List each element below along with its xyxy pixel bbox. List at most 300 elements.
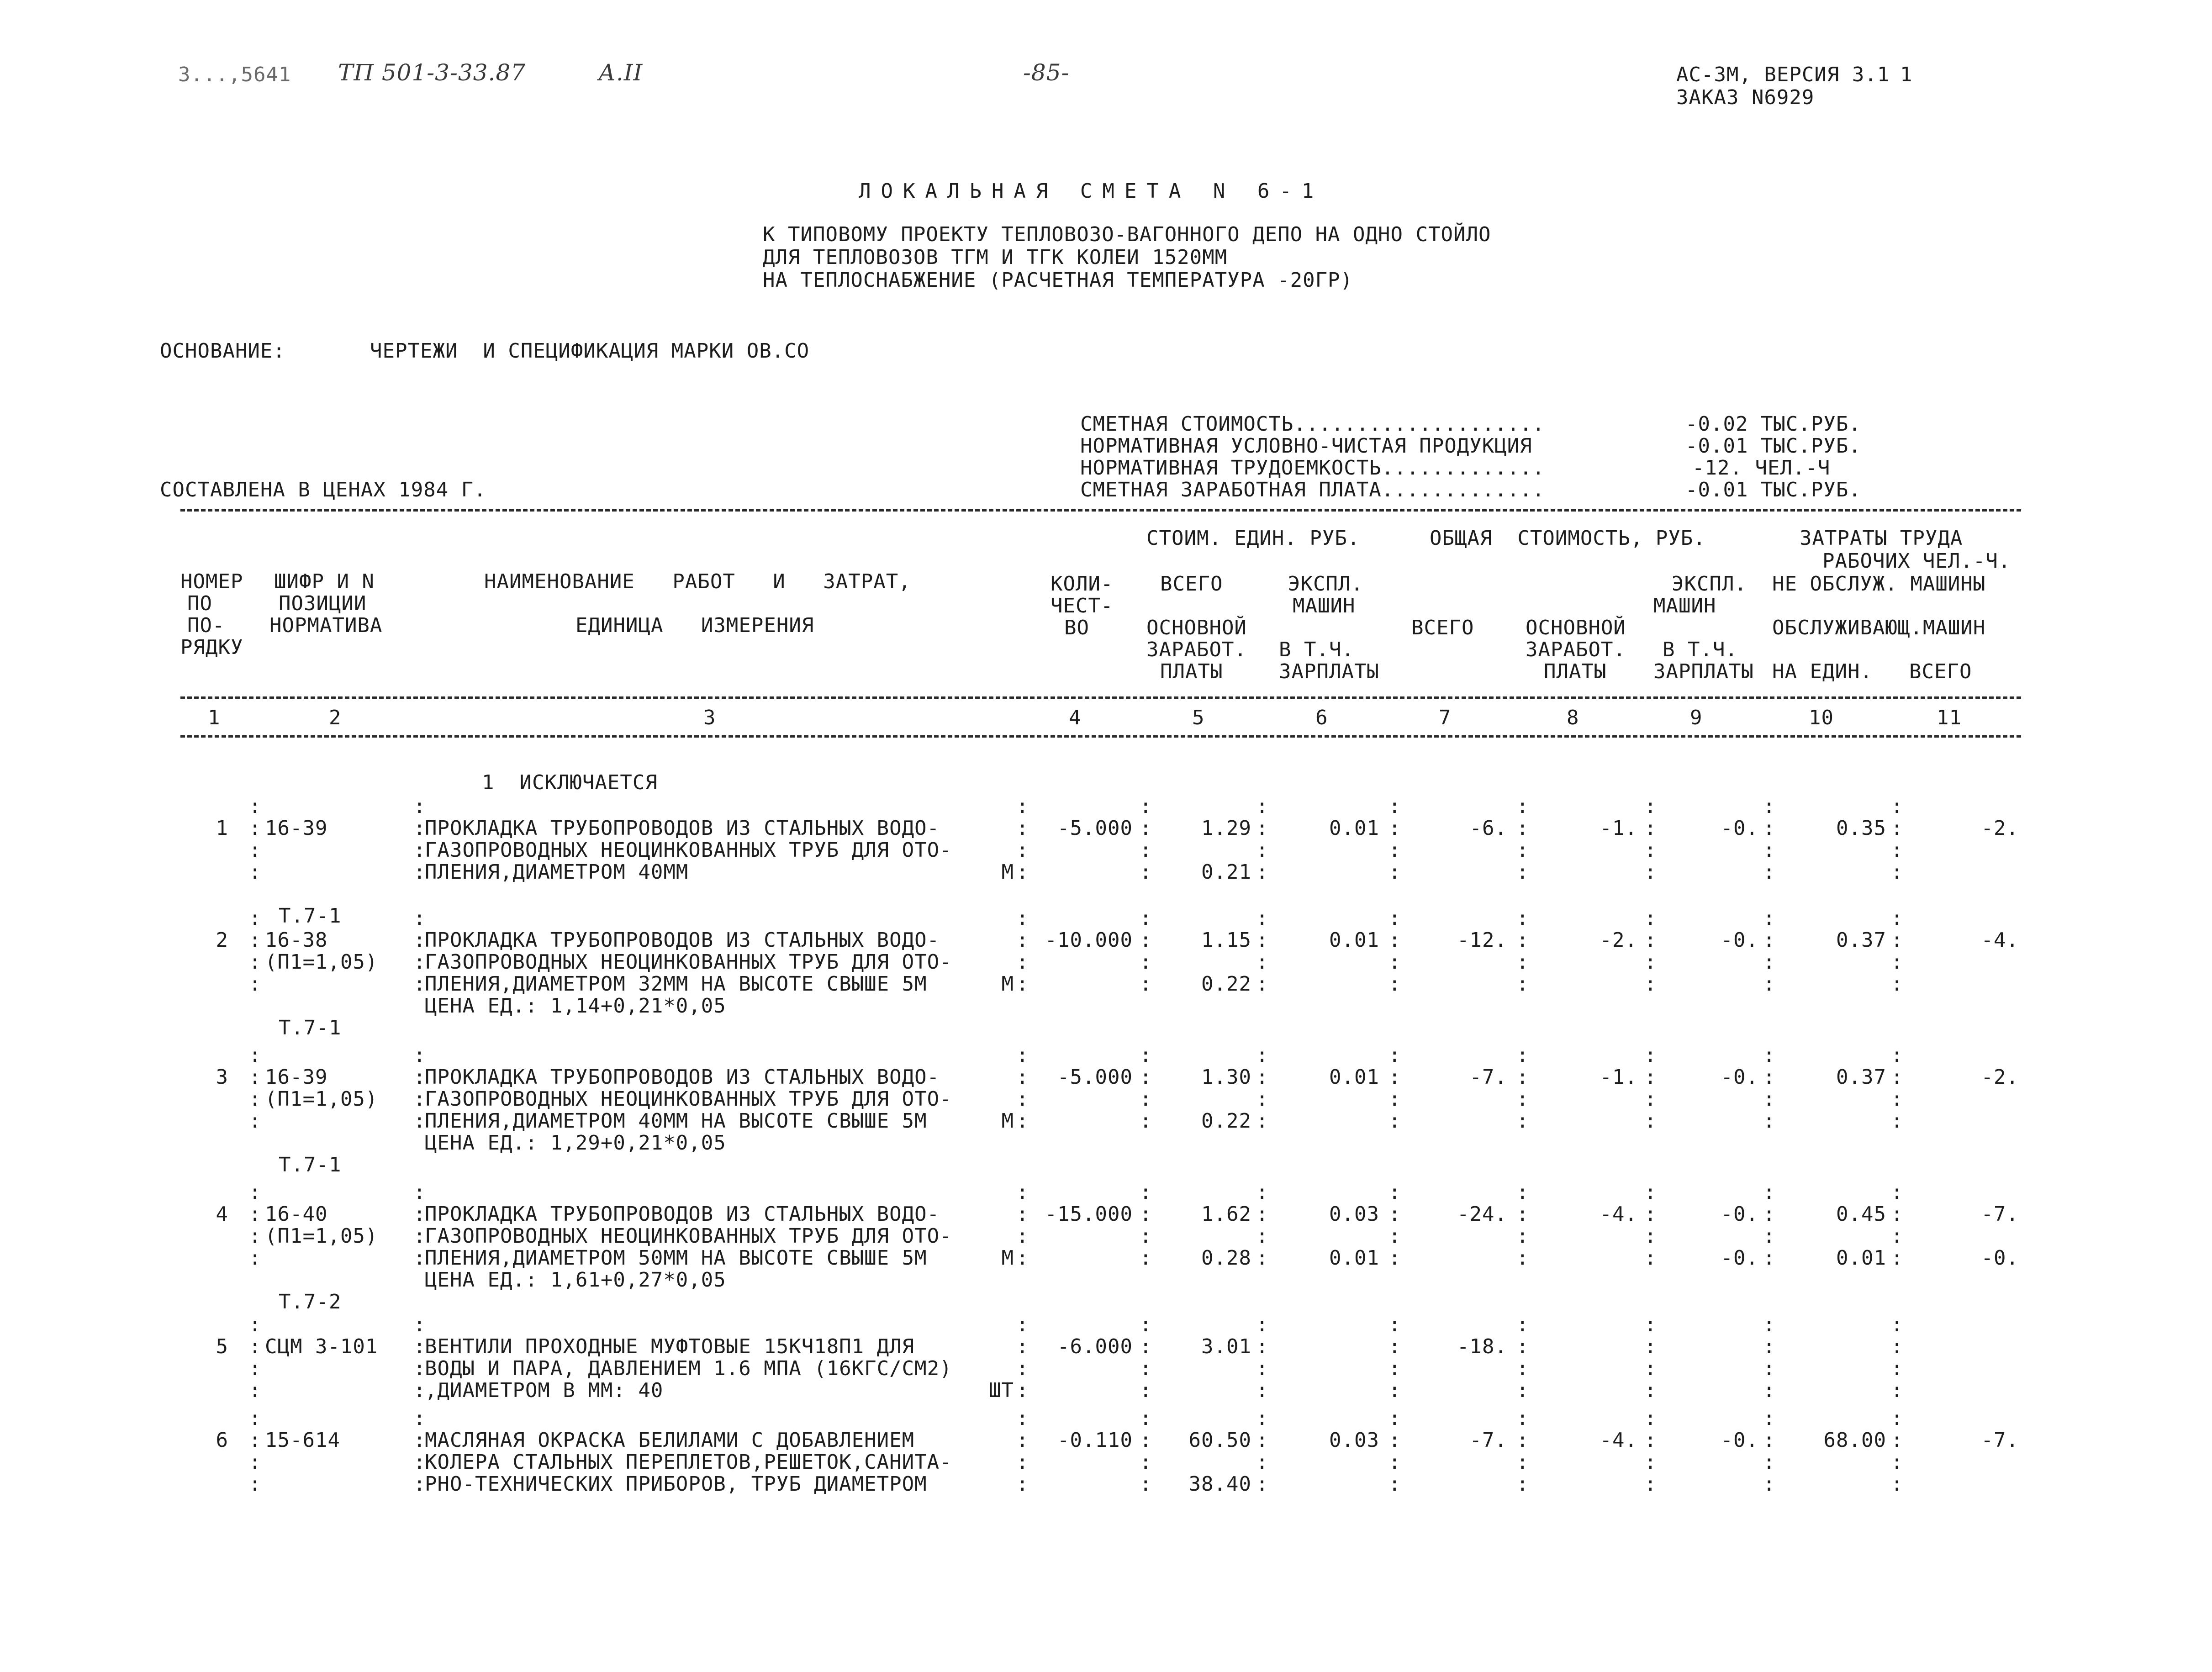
column-separator: : [1763, 1224, 1776, 1248]
row-number: 3 [216, 1065, 228, 1089]
row-number: 6 [216, 1429, 228, 1452]
unit-of-measure: М [1001, 1109, 1014, 1133]
column-separator: : [249, 1065, 262, 1089]
column-separator: : [1516, 1224, 1529, 1248]
unit-cost-wages: 0.28 [1201, 1246, 1251, 1270]
unit-of-measure: М [1001, 860, 1014, 884]
numbering-bottom-rule [180, 735, 2021, 738]
work-description: РНО-ТЕХНИЧЕСКИХ ПРИБОРОВ, ТРУБ ДИАМЕТРОМ [425, 1472, 927, 1496]
summary-label: СМЕТНАЯ СТОИМОСТЬ.................... [1080, 412, 1545, 436]
column-separator: : [249, 1044, 262, 1067]
column-separator: : [249, 950, 262, 974]
column-separator: : [1016, 972, 1029, 996]
norm-code: 16-39 [265, 1065, 328, 1089]
column-separator: : [1763, 907, 1776, 930]
column-separator: : [1256, 1313, 1269, 1336]
row-number: 1 [216, 817, 228, 840]
column-separator: : [1140, 972, 1152, 996]
column-separator: : [1644, 1429, 1657, 1452]
column-separator: : [1388, 1224, 1401, 1248]
column-separator: : [1891, 1407, 1904, 1430]
column-separator: : [1016, 860, 1029, 884]
col4-header: ВО [1064, 616, 1089, 639]
column-separator: : [1891, 1181, 1904, 1204]
column-separator: : [1016, 1246, 1029, 1270]
work-description: ПЛЕНИЯ,ДИАМЕТРОМ 40ММ НА ВЫСОТЕ СВЫШЕ 5М [425, 1109, 927, 1133]
column-separator: : [1516, 1429, 1529, 1452]
column-separator: : [1388, 1379, 1401, 1402]
column-separator: : [1763, 1357, 1776, 1380]
summary-label: НОРМАТИВНАЯ ТРУДОЕМКОСТЬ............. [1080, 456, 1545, 480]
col1-header: РЯДКУ [180, 636, 243, 659]
column-separator: : [1140, 1044, 1152, 1067]
column-separator: : [1763, 860, 1776, 884]
column-separator: : [249, 817, 262, 840]
column-separator: : [1140, 1181, 1152, 1204]
column-separator: : [1016, 839, 1029, 862]
col-number: 5 [1192, 706, 1205, 729]
column-separator: : [1140, 950, 1152, 974]
column-separator: : [1016, 1450, 1029, 1474]
column-separator: : [1516, 860, 1529, 884]
column-separator: : [1388, 1044, 1401, 1067]
work-description: ВОДЫ И ПАРА, ДАВЛЕНИЕМ 1.6 МПА (16КГС/СМ2) [425, 1357, 952, 1380]
column-separator: : [1140, 795, 1152, 818]
column-separator: : [413, 1357, 426, 1380]
col9-header: МАШИН [1653, 594, 1716, 617]
column-separator: : [1644, 1407, 1657, 1430]
column-separator: : [249, 860, 262, 884]
norm-code: 15-614 [265, 1429, 340, 1452]
column-separator: : [1016, 1109, 1029, 1133]
column-separator: : [1140, 1407, 1152, 1430]
column-separator: : [1644, 1224, 1657, 1248]
column-separator: : [249, 1450, 262, 1474]
labor-header: РАБОЧИХ ЧЕЛ.-Ч. [1822, 549, 2011, 573]
col9-header: В Т.Ч. [1663, 638, 1738, 661]
column-separator: : [1644, 1246, 1657, 1270]
col6-header: ЭКСПЛ. [1288, 572, 1363, 596]
work-description: ПРОКЛАДКА ТРУБОПРОВОДОВ ИЗ СТАЛЬНЫХ ВОДО- [425, 817, 940, 840]
column-separator: : [1644, 1335, 1657, 1358]
column-separator: : [1256, 1429, 1269, 1452]
total-cost: -18. [1457, 1335, 1507, 1358]
column-separator: : [1891, 1335, 1904, 1358]
summary-value: -0.02 ТЫС.РУБ. [1685, 412, 1861, 436]
work-description: ПЛЕНИЯ,ДИАМЕТРОМ 32ММ НА ВЫСОТЕ СВЫШЕ 5М [425, 972, 927, 996]
column-separator: : [1140, 1087, 1152, 1111]
column-separator: : [1388, 1203, 1401, 1226]
col-number: 2 [329, 706, 342, 729]
column-separator: : [1016, 1087, 1029, 1111]
column-separator: : [1891, 795, 1904, 818]
column-separator: : [1644, 1357, 1657, 1380]
column-separator: : [1016, 1224, 1029, 1248]
column-separator: : [1644, 1087, 1657, 1111]
column-separator: : [1256, 1379, 1269, 1402]
column-separator: : [1763, 950, 1776, 974]
labor-per-unit: 0.37 [1836, 928, 1886, 952]
column-separator: : [1644, 928, 1657, 952]
column-separator: : [1016, 1379, 1029, 1402]
column-separator: : [249, 928, 262, 952]
album-mark: А.II [598, 59, 643, 86]
column-separator: : [1516, 1203, 1529, 1226]
column-separator: : [1388, 907, 1401, 930]
column-separator: : [249, 1109, 262, 1133]
col-number: 1 [208, 706, 221, 729]
section-title: 1 ИСКЛЮЧАЕТСЯ [482, 771, 658, 794]
column-separator: : [1256, 1357, 1269, 1380]
column-separator: : [1644, 795, 1657, 818]
unit-cost-total: 60.50 [1188, 1429, 1251, 1452]
unit-cost-wages: 0.21 [1201, 860, 1251, 884]
column-separator: : [1763, 795, 1776, 818]
unit-cost-machines: 0.01 [1329, 928, 1379, 952]
quantity: -5.000 [1057, 817, 1133, 840]
column-separator: : [1256, 1335, 1269, 1358]
header-top-rule [180, 509, 2021, 512]
total-cost: -24. [1457, 1203, 1507, 1226]
column-separator: : [1644, 817, 1657, 840]
column-separator: : [1516, 928, 1529, 952]
unit-cost-machines: 0.03 [1329, 1203, 1379, 1226]
column-separator: : [1016, 950, 1029, 974]
col3-header-unit: ЕДИНИЦА ИЗМЕРЕНИЯ [575, 614, 814, 637]
row-number: 5 [216, 1335, 228, 1358]
column-separator: : [1256, 860, 1269, 884]
column-separator: : [1140, 1109, 1152, 1133]
col5-header: ВСЕГО [1160, 572, 1223, 596]
column-separator: : [1016, 1407, 1029, 1430]
column-separator: : [249, 1379, 262, 1402]
column-separator: : [1516, 1357, 1529, 1380]
unit-of-measure: М [1001, 1246, 1014, 1270]
labor-total-machines: -0. [1981, 1246, 2019, 1270]
labor-per-unit: 68.00 [1823, 1429, 1886, 1452]
col-number: 10 [1809, 706, 1834, 729]
column-separator: : [413, 1450, 426, 1474]
column-separator: : [249, 1313, 262, 1336]
column-separator: : [1763, 1203, 1776, 1226]
unit-cost-wages: 38.40 [1188, 1472, 1251, 1496]
column-separator: : [413, 1407, 426, 1430]
column-separator: : [1388, 839, 1401, 862]
work-description: ВЕНТИЛИ ПРОХОДНЫЕ МУФТОВЫЕ 15КЧ18П1 ДЛЯ [425, 1335, 915, 1358]
column-separator: : [1140, 1450, 1152, 1474]
column-separator: : [1763, 1181, 1776, 1204]
work-description: ,ДИАМЕТРОМ В ММ: 40 [425, 1379, 664, 1402]
column-separator: : [1140, 860, 1152, 884]
col1-header: ПО [187, 592, 212, 615]
column-separator: : [1644, 839, 1657, 862]
column-separator: : [1140, 817, 1152, 840]
col-number: 6 [1315, 706, 1328, 729]
col-number: 11 [1937, 706, 1962, 729]
labor-header: ЗАТРАТЫ ТРУДА [1800, 527, 1963, 550]
col1-header: ПО- [187, 614, 225, 637]
labor-per-unit: 0.37 [1836, 1065, 1886, 1089]
column-separator: : [1140, 1429, 1152, 1452]
column-separator: : [1891, 1224, 1904, 1248]
unit-of-measure: М [1001, 972, 1014, 996]
column-separator: : [1763, 1472, 1776, 1496]
summary-value: -0.01 ТЫС.РУБ. [1685, 478, 1861, 501]
column-separator: : [1644, 1472, 1657, 1496]
column-separator: : [1516, 839, 1529, 862]
column-separator: : [1516, 1181, 1529, 1204]
column-separator: : [1891, 817, 1904, 840]
column-separator: : [1140, 1472, 1152, 1496]
column-separator: : [1516, 1450, 1529, 1474]
column-separator: : [413, 1246, 426, 1270]
column-separator: : [1644, 1203, 1657, 1226]
col-number: 7 [1439, 706, 1452, 729]
col-number: 4 [1069, 706, 1082, 729]
column-separator: : [413, 1335, 426, 1358]
total-cost: -7. [1469, 1065, 1507, 1089]
col5-header: ОСНОВНОЙ [1146, 616, 1247, 639]
table-note: Т.7-1 [279, 904, 342, 928]
col8-header: ОСНОВНОЙ [1526, 616, 1626, 639]
col2-header: ПОЗИЦИИ [279, 592, 367, 615]
column-separator: : [1140, 1203, 1152, 1226]
column-separator: : [1763, 928, 1776, 952]
column-separator: : [1388, 1429, 1401, 1452]
column-separator: : [1140, 1379, 1152, 1402]
col8-header: ПЛАТЫ [1544, 660, 1607, 683]
unit-cost-wages: 0.22 [1201, 972, 1251, 996]
total-wages: -2. [1600, 928, 1637, 952]
total-cost: -6. [1469, 817, 1507, 840]
column-separator: : [1891, 907, 1904, 930]
column-separator: : [1140, 907, 1152, 930]
col5-header: ПЛАТЫ [1160, 660, 1223, 683]
column-separator: : [413, 928, 426, 952]
column-separator: : [1256, 1407, 1269, 1430]
column-separator: : [1891, 928, 1904, 952]
work-description: ГАЗОПРОВОДНЫХ НЕОЦИНКОВАННЫХ ТРУБ ДЛЯ ОТО- [425, 1224, 952, 1248]
column-separator: : [249, 907, 262, 930]
column-separator: : [1891, 1313, 1904, 1336]
col2-header: НОРМАТИВА [269, 614, 383, 637]
column-separator: : [1891, 1203, 1904, 1226]
labor-per-unit: 0.45 [1836, 1203, 1886, 1226]
column-separator: : [1388, 1065, 1401, 1089]
column-separator: : [1516, 907, 1529, 930]
unit-of-measure: ШТ [989, 1379, 1014, 1402]
work-description: ГАЗОПРОВОДНЫХ НЕОЦИНКОВАННЫХ ТРУБ ДЛЯ ОТО- [425, 1087, 952, 1111]
work-description: ГАЗОПРОВОДНЫХ НЕОЦИНКОВАННЫХ ТРУБ ДЛЯ ОТО- [425, 839, 952, 862]
unit-cost-header: СТОИМ. ЕДИН. РУБ. [1146, 527, 1360, 550]
column-separator: : [413, 1379, 426, 1402]
unit-cost-total: 1.29 [1201, 817, 1251, 840]
labor-per-unit: 0.35 [1836, 817, 1886, 840]
column-separator: : [1763, 1087, 1776, 1111]
column-separator: : [1016, 1203, 1029, 1226]
column-separator: : [1891, 1087, 1904, 1111]
column-separator: : [1388, 1450, 1401, 1474]
column-separator: : [1516, 972, 1529, 996]
basis-value: ЧЕРТЕЖИ И СПЕЦИФИКАЦИЯ МАРКИ ОВ.СО [370, 339, 810, 363]
title-line-1: К ТИПОВОМУ ПРОЕКТУ ТЕПЛОВОЗО-ВАГОННОГО ДЕПО НА ОДНО СТОЙЛО [763, 223, 1491, 246]
column-separator: : [1763, 1044, 1776, 1067]
column-separator: : [413, 1472, 426, 1496]
total-machine-wages: -0. [1721, 1246, 1758, 1270]
work-description: ЦЕНА ЕД.: 1,29+0,21*0,05 [425, 1131, 726, 1155]
column-separator: : [413, 1065, 426, 1089]
column-separator: : [413, 1224, 426, 1248]
column-separator: : [1140, 1357, 1152, 1380]
total-machines: -0. [1721, 1429, 1758, 1452]
table-note: Т.7-1 [279, 1016, 342, 1039]
column-separator: : [1388, 928, 1401, 952]
quantity: -6.000 [1057, 1335, 1133, 1358]
column-separator: : [1516, 1379, 1529, 1402]
column-separator: : [1256, 928, 1269, 952]
column-separator: : [1256, 1450, 1269, 1474]
col5-header: ЗАРАБОТ. [1146, 638, 1247, 661]
column-separator: : [1891, 1109, 1904, 1133]
labor-total: -4. [1981, 928, 2019, 952]
column-separator: : [1891, 950, 1904, 974]
column-separator: : [1016, 1357, 1029, 1380]
column-separator: : [413, 907, 426, 930]
column-separator: : [1016, 1335, 1029, 1358]
column-separator: : [1891, 972, 1904, 996]
column-separator: : [413, 1203, 426, 1226]
column-separator: : [249, 1224, 262, 1248]
column-separator: : [1016, 1472, 1029, 1496]
total-cost-header: ОБЩАЯ СТОИМОСТЬ, РУБ. [1430, 527, 1706, 550]
column-separator: : [1644, 972, 1657, 996]
column-separator: : [1763, 1379, 1776, 1402]
column-separator: : [1256, 817, 1269, 840]
column-separator: : [1388, 950, 1401, 974]
column-separator: : [1891, 1450, 1904, 1474]
column-separator: : [249, 1472, 262, 1496]
column-separator: : [1763, 1246, 1776, 1270]
column-separator: : [1256, 1044, 1269, 1067]
column-separator: : [413, 860, 426, 884]
column-separator: : [1256, 907, 1269, 930]
total-cost: -7. [1469, 1429, 1507, 1452]
column-separator: : [249, 795, 262, 818]
column-separator: : [1256, 839, 1269, 862]
column-separator: : [1516, 817, 1529, 840]
work-description: ПРОКЛАДКА ТРУБОПРОВОДОВ ИЗ СТАЛЬНЫХ ВОДО- [425, 928, 940, 952]
column-separator: : [1891, 839, 1904, 862]
col-number: 9 [1690, 706, 1703, 729]
column-separator: : [1388, 1109, 1401, 1133]
quantity: -10.000 [1045, 928, 1133, 952]
quantity: -15.000 [1045, 1203, 1133, 1226]
unit-cost-machines: 0.01 [1329, 1065, 1379, 1089]
unit-cost-machines: 0.03 [1329, 1429, 1379, 1452]
unit-cost-machine-wages: 0.01 [1329, 1246, 1379, 1270]
total-machines: -0. [1721, 1203, 1758, 1226]
column-separator: : [1256, 1181, 1269, 1204]
norm-code: (П1=1,05) [265, 1087, 378, 1111]
column-separator: : [1016, 1065, 1029, 1089]
column-separator: : [1388, 1181, 1401, 1204]
column-separator: : [1256, 1246, 1269, 1270]
column-separator: : [1140, 839, 1152, 862]
work-description: ПЛЕНИЯ,ДИАМЕТРОМ 40ММ [425, 860, 689, 884]
column-separator: : [1891, 1246, 1904, 1270]
row-number: 4 [216, 1203, 228, 1226]
column-separator: : [1388, 860, 1401, 884]
norm-code: СЦМ 3-101 [265, 1335, 378, 1358]
labor-total: -7. [1981, 1203, 2019, 1226]
column-separator: : [1140, 1335, 1152, 1358]
column-separator: : [1256, 950, 1269, 974]
faint-code: 3...,5641 [178, 63, 291, 86]
column-separator: : [413, 950, 426, 974]
col3-header: НАИМЕНОВАНИЕ РАБОТ И ЗАТРАТ, [484, 570, 911, 593]
labor-per-unit-machines: 0.01 [1836, 1246, 1886, 1270]
work-description: ПРОКЛАДКА ТРУБОПРОВОДОВ ИЗ СТАЛЬНЫХ ВОДО- [425, 1203, 940, 1226]
norm-code: (П1=1,05) [265, 950, 378, 974]
column-separator: : [249, 1246, 262, 1270]
column-separator: : [1516, 1087, 1529, 1111]
total-machines: -0. [1721, 817, 1758, 840]
quantity: -0.110 [1057, 1429, 1133, 1452]
doc-code: ТП 501-3-33.87 [338, 59, 526, 86]
norm-code: 16-38 [265, 928, 328, 952]
column-separator: : [1256, 1472, 1269, 1496]
column-separator: : [1388, 817, 1401, 840]
column-separator: : [1891, 1429, 1904, 1452]
total-machines: -0. [1721, 928, 1758, 952]
column-separator: : [413, 795, 426, 818]
unit-cost-total: 3.01 [1201, 1335, 1251, 1358]
column-separator: : [1140, 1224, 1152, 1248]
col10-header: НА ЕДИН. [1772, 660, 1873, 683]
column-separator: : [1891, 1065, 1904, 1089]
column-separator: : [1891, 1472, 1904, 1496]
work-description: МАСЛЯНАЯ ОКРАСКА БЕЛИЛАМИ С ДОБАВЛЕНИЕМ [425, 1429, 915, 1452]
column-separator: : [1388, 1357, 1401, 1380]
sheet-number: 1 [1900, 63, 1913, 86]
header-bottom-rule [180, 696, 2021, 699]
work-description: ЦЕНА ЕД.: 1,14+0,21*0,05 [425, 994, 726, 1018]
col2-header: ШИФР И N [274, 570, 375, 593]
page-number: -85- [1023, 59, 1070, 86]
program-version: АС-ЗМ, ВЕРСИЯ 3.1 [1676, 63, 1890, 86]
col11-header: ВСЕГО [1909, 660, 1972, 683]
column-separator: : [413, 1087, 426, 1111]
column-separator: : [1016, 907, 1029, 930]
labor-total: -2. [1981, 1065, 2019, 1089]
column-separator: : [1644, 860, 1657, 884]
column-separator: : [1256, 795, 1269, 818]
column-separator: : [413, 972, 426, 996]
column-separator: : [249, 972, 262, 996]
column-separator: : [1644, 1450, 1657, 1474]
summary-value: -0.01 ТЫС.РУБ. [1685, 434, 1861, 458]
total-wages: -1. [1600, 817, 1637, 840]
column-separator: : [249, 1335, 262, 1358]
column-separator: : [1256, 1087, 1269, 1111]
column-separator: : [1763, 1450, 1776, 1474]
column-separator: : [1763, 839, 1776, 862]
table-note: Т.7-2 [279, 1290, 342, 1313]
column-separator: : [1763, 1407, 1776, 1430]
col9-header: ЭКСПЛ. [1672, 572, 1747, 596]
column-separator: : [1016, 1313, 1029, 1336]
labor-total: -2. [1981, 817, 2019, 840]
